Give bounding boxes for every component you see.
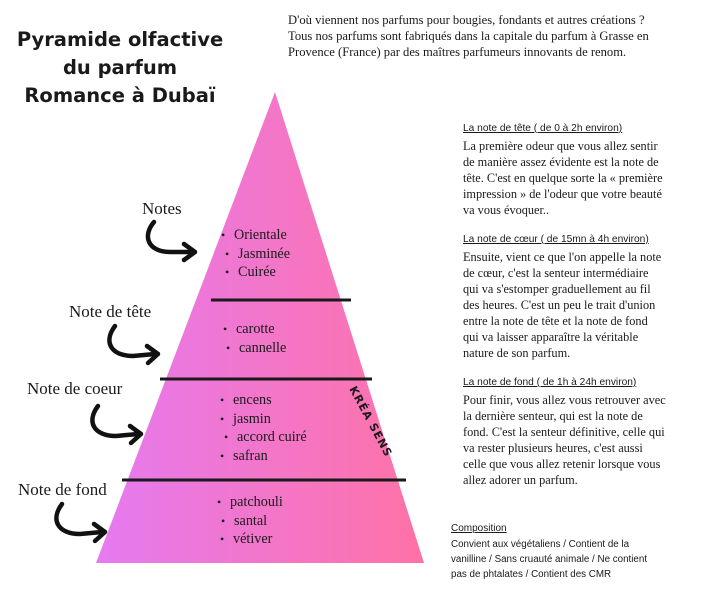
title-line-3: Romance à Dubaï <box>24 84 216 107</box>
intro-line-2: Tous nos parfums sont fabriqués dans la capitale du parfum à Grasse en <box>288 29 649 43</box>
section-body-fond <box>463 392 666 488</box>
paragraph-line: Ensuite, vient ce que l'on appelle la note <box>463 250 662 264</box>
tier-item: • encens <box>220 391 307 410</box>
paragraph-line: va vous évoquer.. <box>463 203 550 217</box>
tier-item: • safran <box>220 447 307 466</box>
label-note-de-coeur: Note de coeur <box>27 379 123 398</box>
tier-item: • cannelle <box>226 339 286 358</box>
tier-item: • Jasminée <box>225 245 290 264</box>
composition-line: vanilline / Sans cruauté animale / Ne contient <box>451 554 648 565</box>
tier-list-fond <box>217 493 283 549</box>
composition-line: Convient aux végétaliens / Contient de la <box>451 539 630 550</box>
paragraph-line: celle que vous allez retenir lorsque vous <box>463 457 661 471</box>
curved-arrow-icon <box>140 218 210 263</box>
tier-item: • jasmin <box>220 410 307 429</box>
tier-item: • Orientale <box>221 226 290 245</box>
composition-body <box>451 537 647 582</box>
paragraph-line: tête. C'est en quelque sorte la « première <box>463 171 663 185</box>
paragraph-line: va rester plusieurs heures, c'est aussi <box>463 441 643 455</box>
tier-list-notes <box>221 226 290 282</box>
label-note-de-fond: Note de fond <box>18 480 107 499</box>
tier-item: • Cuirée <box>225 263 290 282</box>
title-line-1: Pyramide olfactive <box>16 28 224 51</box>
tier-item: • accord cuiré <box>224 428 307 447</box>
tier-item: • carotte <box>223 320 286 339</box>
curved-arrow-icon <box>86 402 156 447</box>
intro-line-3: Provence (France) par des maîtres parfumeurs innovants de renom. <box>288 45 627 59</box>
paragraph-line: qui va laisser apparaître la véritable <box>463 330 639 344</box>
paragraph-line: qui va s'estomper graduellement au fil <box>463 282 651 296</box>
paragraph-line: La première odeur que vous allez sentir <box>463 139 658 153</box>
tier-list-tete <box>223 320 286 357</box>
paragraph-line: allez adorer un parfum. <box>463 473 578 487</box>
section-heading-tete: La note de tête ( de 0 à 2h environ) <box>463 123 623 134</box>
brand-signature: KRÉA SENS <box>346 384 395 460</box>
tier-list-coeur <box>220 391 307 465</box>
intro-line-1: D'où viennent nos parfums pour bougies, fondants et autres créations ? <box>288 13 645 27</box>
paragraph-line: nature de son parfum. <box>463 346 571 360</box>
section-heading-coeur: La note de cœur ( de 15mn à 4h environ) <box>463 234 649 245</box>
paragraph-line: des heures. C'est un peu le trait d'union <box>463 298 656 312</box>
label-note-de-tete: Note de tête <box>69 302 152 321</box>
section-heading-fond: La note de fond ( de 1h à 24h environ) <box>463 377 637 388</box>
paragraph-line: impression » de l'odeur que votre beauté <box>463 187 662 201</box>
tier-item: • patchouli <box>217 493 283 512</box>
paragraph-line: entre la note de tête et la note de fond <box>463 314 648 328</box>
section-body-tete <box>463 138 663 218</box>
paragraph-line: la dernière senteur, qui est la note de <box>463 409 643 423</box>
tier-item: • vétiver <box>220 530 283 549</box>
section-body-coeur <box>463 249 661 361</box>
tier-item: • santal <box>221 512 283 531</box>
label-notes: Notes <box>142 199 182 218</box>
paragraph-line: fond. C'est la senteur définitive, celle qui <box>463 425 665 439</box>
title-line-2: du parfum <box>62 56 178 79</box>
composition-heading: Composition <box>451 523 507 534</box>
paragraph-line: Pour finir, vous allez vous retrouver avec <box>463 393 666 407</box>
composition-line: pas de phtalates / Contient des CMR <box>451 569 612 580</box>
paragraph-line: de manière assez évidente est la note de <box>463 155 659 169</box>
curved-arrow-icon <box>50 500 120 545</box>
paragraph-line: de cœur, c'est la senteur intermédiaire <box>463 266 649 280</box>
curved-arrow-icon <box>103 322 173 367</box>
